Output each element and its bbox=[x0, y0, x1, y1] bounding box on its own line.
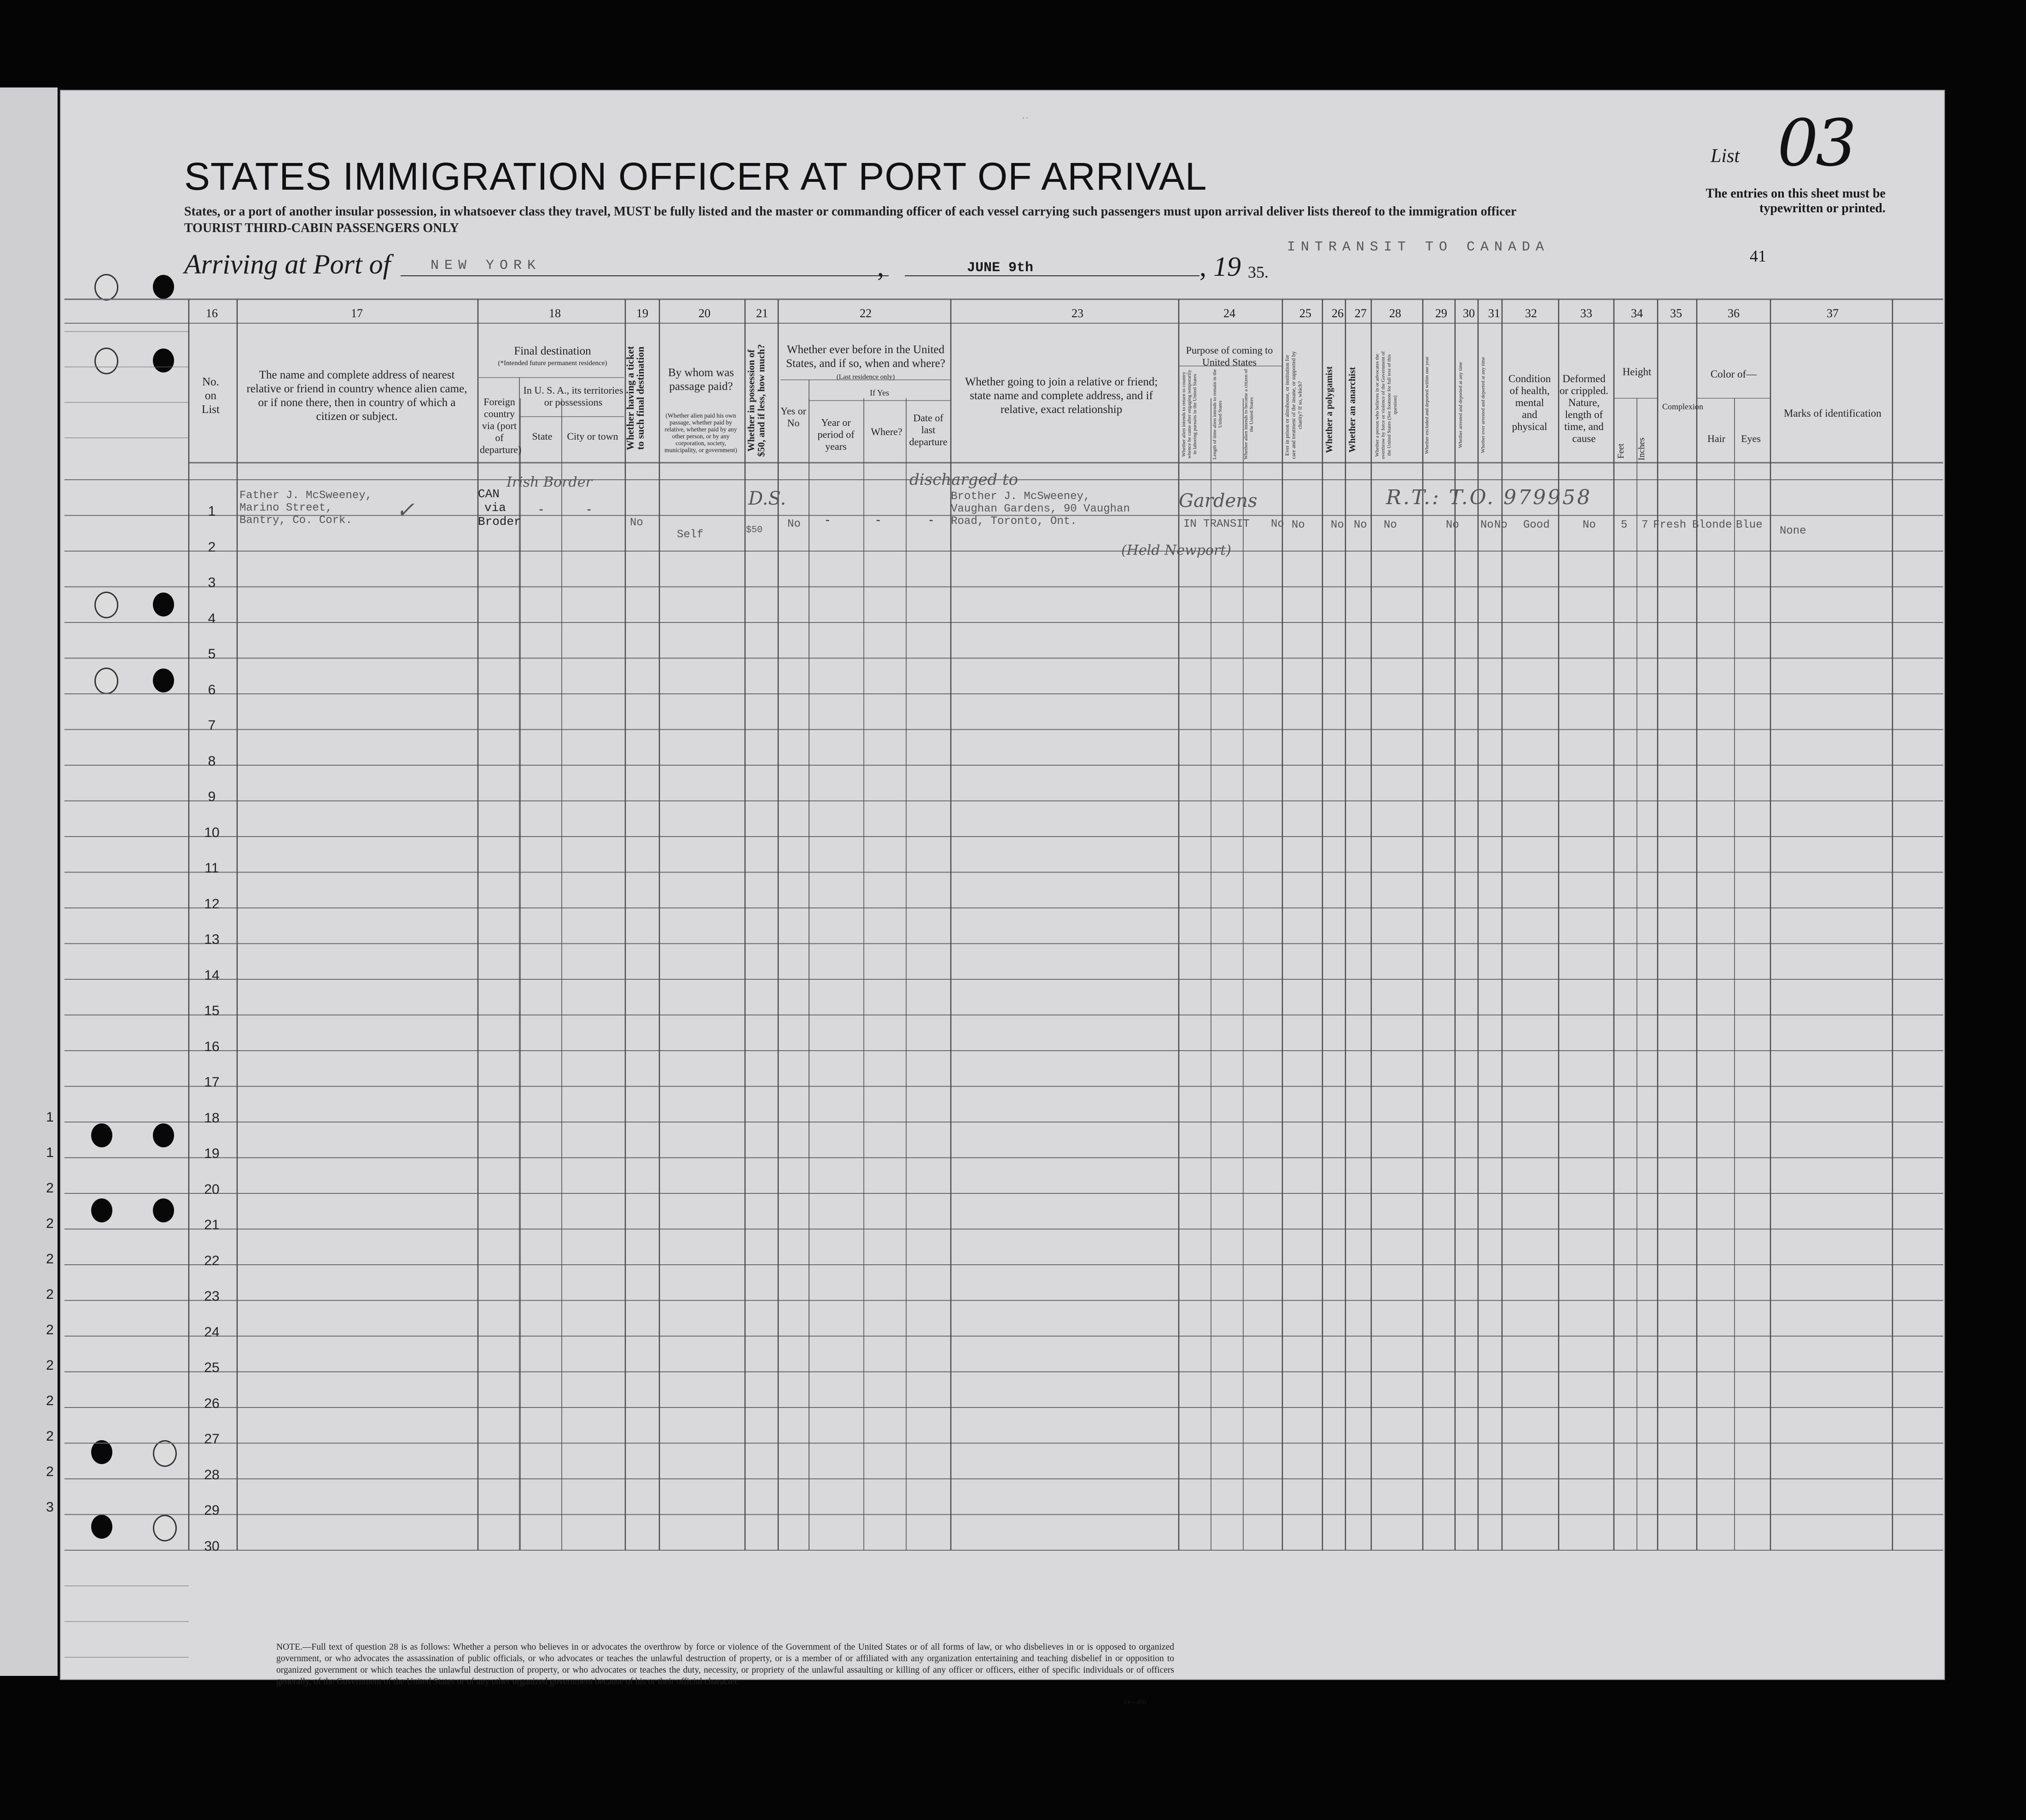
header-final-destination: Final destination bbox=[514, 345, 591, 357]
header-feet: Feet bbox=[1616, 443, 1626, 459]
header-city: City or town bbox=[567, 430, 618, 442]
margin-mark: 2 bbox=[46, 1464, 54, 1479]
row-number: 17 bbox=[204, 1075, 220, 1090]
column-number: 33 bbox=[1580, 307, 1592, 320]
margin-mark: 2 bbox=[46, 1322, 54, 1337]
list-number: 03 bbox=[1777, 106, 1854, 181]
row-number: 26 bbox=[204, 1396, 220, 1411]
row-number: 16 bbox=[204, 1039, 220, 1054]
margin-mark: 2 bbox=[46, 1393, 54, 1408]
row1-hair: Blonde bbox=[1692, 519, 1732, 531]
header-q31: Whether ever arrested and deported at any time bbox=[1480, 357, 1486, 454]
relative-line: Bantry, Co. Cork. bbox=[239, 514, 352, 527]
row-number: 8 bbox=[208, 753, 216, 769]
entries-note: The entries on this sheet must be typewritten or printed. bbox=[1706, 186, 1886, 215]
header-in-usa: In U. S. A., its territories or possessions bbox=[523, 384, 623, 408]
form-number: 14—450 bbox=[1124, 1699, 1146, 1706]
row1-feet: 5 bbox=[1621, 519, 1628, 531]
header-final-destination-note: (*Intended future permanent residence) bbox=[498, 360, 607, 367]
row1-where: - bbox=[875, 515, 882, 527]
margin-mark: 2 bbox=[46, 1216, 54, 1231]
handwritten-gardens: Gardens bbox=[1179, 490, 1258, 512]
row-number: 19 bbox=[204, 1146, 220, 1161]
header-last-residence: (Last residence only) bbox=[836, 373, 895, 381]
header-complexion: Complexion bbox=[1662, 402, 1703, 411]
row-number: 1 bbox=[208, 504, 216, 519]
row1-paid-by: Self bbox=[677, 529, 704, 541]
row1-complexion: Fresh bbox=[1653, 519, 1687, 531]
header-foreign-country: Foreign country via (port of departure) bbox=[480, 396, 522, 455]
speck: · · bbox=[1022, 115, 1028, 122]
comma: , bbox=[1199, 251, 1206, 282]
footnote: NOTE.—Full text of question 28 is as follows: Whether a person who believes in or advocates the overthrow by force or violence of the Government of the United States or of all forms of law, or who disbelieves in or is opposed to organized government, or who advocates the assassination of public officials, or who advocates or teaches the unlawful destruction of property, or is a member of or affiliated with any organization entertaining and teaching disbelief in or opposition to organized government or which teaches the unlawful destruction of property, or who advocates or teaches the duty, necessity, or propriety of the unlawful assaulting or killing of any officer or officers, either of specific individuals or of officers generally, of the Government of the United States or of any other organized government because of his or their official character. bbox=[276, 1642, 1174, 1686]
row-number: 24 bbox=[204, 1324, 220, 1340]
margin-mark: 2 bbox=[46, 1287, 54, 1302]
column-number: 34 bbox=[1631, 307, 1643, 320]
row-number: 27 bbox=[204, 1431, 220, 1447]
margin-mark: 1 bbox=[46, 1110, 54, 1125]
row1-health: Good bbox=[1523, 519, 1550, 531]
row1-eyes: Blue bbox=[1736, 519, 1763, 531]
row-number: 4 bbox=[208, 611, 216, 626]
row1-yes-no: No bbox=[787, 518, 801, 530]
column-number: 21 bbox=[756, 307, 768, 320]
row-number: 13 bbox=[204, 932, 220, 947]
column-number: 32 bbox=[1525, 307, 1537, 320]
row1-polygamist: No bbox=[1292, 519, 1305, 531]
header-health: Condition of health, mental and physical bbox=[1508, 373, 1551, 432]
header-polygamist: Whether a polygamist bbox=[1324, 366, 1334, 454]
comma: , bbox=[877, 251, 884, 282]
row-number: 25 bbox=[204, 1360, 220, 1375]
row-number: 18 bbox=[204, 1110, 220, 1126]
header-if-yes: If Yes bbox=[869, 388, 889, 397]
column-number: 36 bbox=[1728, 307, 1740, 320]
header-ticket: Whether having a ticket to such final destination bbox=[624, 346, 646, 451]
transit-note: INTRANSIT TO CANADA bbox=[1287, 239, 1550, 255]
row1-years: - bbox=[824, 515, 831, 527]
row1-deformed: No bbox=[1583, 519, 1596, 531]
port-value: NEW YORK bbox=[431, 258, 541, 273]
header-deported: Whether arrested and deported at any time bbox=[1458, 362, 1463, 448]
row1-foreign-country bbox=[478, 487, 521, 529]
handwritten-held-note: (Held Newport) bbox=[1121, 542, 1232, 558]
foreign-line: via bbox=[484, 501, 506, 515]
row1-city: - bbox=[586, 504, 593, 517]
row1-money: $50 bbox=[746, 525, 763, 535]
column-number: 17 bbox=[351, 307, 363, 320]
column-number: 27 bbox=[1355, 307, 1367, 320]
header-excluded: Whether excluded and deported within one year bbox=[1424, 356, 1430, 454]
header-where: Where? bbox=[871, 426, 902, 437]
column-number: 24 bbox=[1223, 307, 1235, 320]
row1-departure: - bbox=[928, 515, 935, 527]
margin-mark: 2 bbox=[46, 1429, 54, 1444]
header-yes-no: Yes or No bbox=[780, 405, 806, 429]
header-purpose-a: Whether alien intends to return to country whence he came after engaging temporarily in laboring pursuits in the United States bbox=[1181, 370, 1198, 459]
header-inches: Inches bbox=[1637, 437, 1647, 460]
relative-line: Marino Street, bbox=[239, 502, 332, 514]
row-number: 7 bbox=[208, 718, 216, 733]
header-purpose-b: Length of time alien intends to remain in the United States bbox=[1212, 369, 1223, 460]
handwritten-discharged: discharged to bbox=[909, 471, 1019, 489]
header-height: Height bbox=[1622, 366, 1652, 378]
column-number: 20 bbox=[699, 307, 710, 320]
row1-anarchist: No bbox=[1331, 519, 1344, 531]
header-nearest-relative: The name and complete address of nearest relative or friend in country whence alien came, or if none there, then in country of which a citizen or subject. bbox=[246, 369, 467, 423]
row-number: 3 bbox=[208, 575, 216, 590]
row-number: 11 bbox=[204, 861, 219, 876]
row1-excluded: No bbox=[1384, 519, 1397, 531]
column-number: 26 bbox=[1332, 307, 1344, 320]
row1-relative bbox=[239, 489, 372, 527]
row1-deported: No bbox=[1446, 519, 1459, 531]
column-number: 35 bbox=[1670, 307, 1682, 320]
handwritten-check: ✓ bbox=[396, 497, 415, 523]
column-number: 31 bbox=[1488, 307, 1500, 320]
arriving-label: Arriving at Port of bbox=[184, 249, 391, 279]
row1-inches: 7 bbox=[1642, 519, 1648, 531]
year-prefix: 19 bbox=[1213, 251, 1241, 282]
row1-state: - bbox=[538, 504, 545, 517]
joining-line: Road, Toronto, Ont. bbox=[951, 515, 1077, 528]
handwritten-file-number: R.T.: T.O. 979958 bbox=[1386, 486, 1592, 509]
row-number: 15 bbox=[204, 1003, 220, 1018]
header-possession-50: Whether in possession of $50, and if less, how much? bbox=[745, 344, 767, 457]
row-number: 23 bbox=[204, 1289, 220, 1304]
header-ever-before: Whether ever before in the United States, and if so, when and where? bbox=[786, 343, 945, 370]
column-number: 25 bbox=[1299, 307, 1311, 320]
page-number: 41 bbox=[1750, 247, 1766, 265]
row-number: 29 bbox=[204, 1503, 220, 1518]
header-prison: Ever in prison or almshouse, or institution for care and treatment of the insane, or supported by charity? If so, which? bbox=[1284, 351, 1303, 459]
joining-line: Brother J. McSweeney, bbox=[951, 490, 1090, 503]
column-number: 30 bbox=[1463, 307, 1475, 320]
row-number: 21 bbox=[204, 1217, 220, 1233]
margin-mark: 2 bbox=[46, 1251, 54, 1267]
header-deformed: Deformed or crippled. Nature, length of time, and cause bbox=[1559, 373, 1608, 444]
joining-line: Vaughan Gardens, 90 Vaughan bbox=[951, 503, 1130, 515]
header-marks: Marks of identification bbox=[1783, 407, 1882, 419]
form-title: STATES IMMIGRATION OFFICER AT PORT OF ARRIVAL bbox=[184, 155, 1207, 198]
passenger-class: TOURIST THIRD-CABIN PASSENGERS ONLY bbox=[184, 221, 459, 235]
header-joining-relative: Whether going to join a relative or friend; state name and complete address, and if relative, exact relationship bbox=[965, 376, 1158, 416]
row1-q31: No bbox=[1480, 519, 1494, 531]
row1-ticket: No bbox=[630, 517, 643, 529]
row-number: 9 bbox=[208, 789, 216, 804]
handwritten-destination-note: Irish Border bbox=[506, 474, 592, 490]
header-hair: Hair bbox=[1707, 433, 1726, 444]
row-number: 22 bbox=[204, 1253, 220, 1268]
header-state: State bbox=[532, 430, 553, 442]
list-label: List bbox=[1711, 145, 1740, 167]
header-q28: Whether a person who believes in or advocates the overthrow by force or violence of the Government of the United States (See footnote for full text of this question) bbox=[1374, 351, 1398, 459]
foreign-line: CAN bbox=[478, 487, 500, 501]
row1-q31b: No bbox=[1494, 519, 1508, 531]
column-number: 37 bbox=[1827, 307, 1839, 320]
row-number: 20 bbox=[204, 1181, 220, 1197]
column-number: 23 bbox=[1071, 307, 1083, 320]
margin-mark: 1 bbox=[46, 1145, 54, 1160]
row-number: 10 bbox=[204, 825, 220, 840]
foreign-line: Broder bbox=[478, 515, 521, 529]
column-number: 19 bbox=[636, 307, 648, 320]
header-anarchist: Whether an anarchist bbox=[1347, 367, 1357, 453]
row1-purpose: IN TRANSIT bbox=[1183, 518, 1250, 530]
column-number: 16 bbox=[206, 307, 218, 320]
arrival-date: JUNE 9th bbox=[967, 260, 1034, 276]
header-by-whom-note: (Whether alien paid his own passage, whether paid by relative, whether paid by any other person, or by any corporation, society, municipality, or government) bbox=[664, 412, 737, 454]
relative-line: Father J. McSweeney, bbox=[239, 489, 373, 502]
header-eyes: Eyes bbox=[1741, 433, 1761, 444]
row-number: 6 bbox=[208, 682, 216, 698]
header-year-period: Year or period of years bbox=[817, 417, 855, 452]
header-no-on-list: No. on List bbox=[202, 376, 220, 416]
column-number: 28 bbox=[1389, 307, 1401, 320]
row-number: 28 bbox=[204, 1467, 220, 1483]
row-number: 12 bbox=[204, 896, 220, 912]
header-date-departure: Date of last departure bbox=[909, 412, 948, 448]
header-by-whom-paid: By whom was passage paid? bbox=[668, 366, 734, 393]
row1-joining bbox=[951, 490, 1130, 528]
year-suffix: 35. bbox=[1248, 263, 1269, 281]
column-number: 22 bbox=[860, 307, 872, 320]
column-number: 29 bbox=[1435, 307, 1447, 320]
margin-mark: 2 bbox=[46, 1358, 54, 1373]
row1-prison: No bbox=[1271, 518, 1284, 530]
row-number: 30 bbox=[204, 1538, 220, 1554]
row-number: 14 bbox=[204, 967, 220, 983]
column-number: 18 bbox=[549, 307, 561, 320]
header-purpose: Purpose of coming to United States bbox=[1186, 344, 1273, 368]
instructions-text: States, or a port of another insular possession, in whatsoever class they travel, MUST be fully listed and the master or commanding officer of each vessel carrying such passengers must upon arrival deliver lists thereof to the immigration officer bbox=[184, 204, 1517, 219]
header-color-of: Color of— bbox=[1710, 368, 1757, 380]
row1-marks: None bbox=[1780, 525, 1806, 537]
handwritten-money-note: D.S. bbox=[748, 488, 786, 509]
row-number: 2 bbox=[208, 539, 216, 555]
margin-mark: 3 bbox=[46, 1500, 54, 1515]
row-number: 5 bbox=[208, 646, 216, 662]
margin-mark: 2 bbox=[46, 1180, 54, 1196]
row1-q28: No bbox=[1354, 519, 1367, 531]
header-purpose-c: Whether alien intends to become a citizen of the United States bbox=[1243, 369, 1254, 460]
